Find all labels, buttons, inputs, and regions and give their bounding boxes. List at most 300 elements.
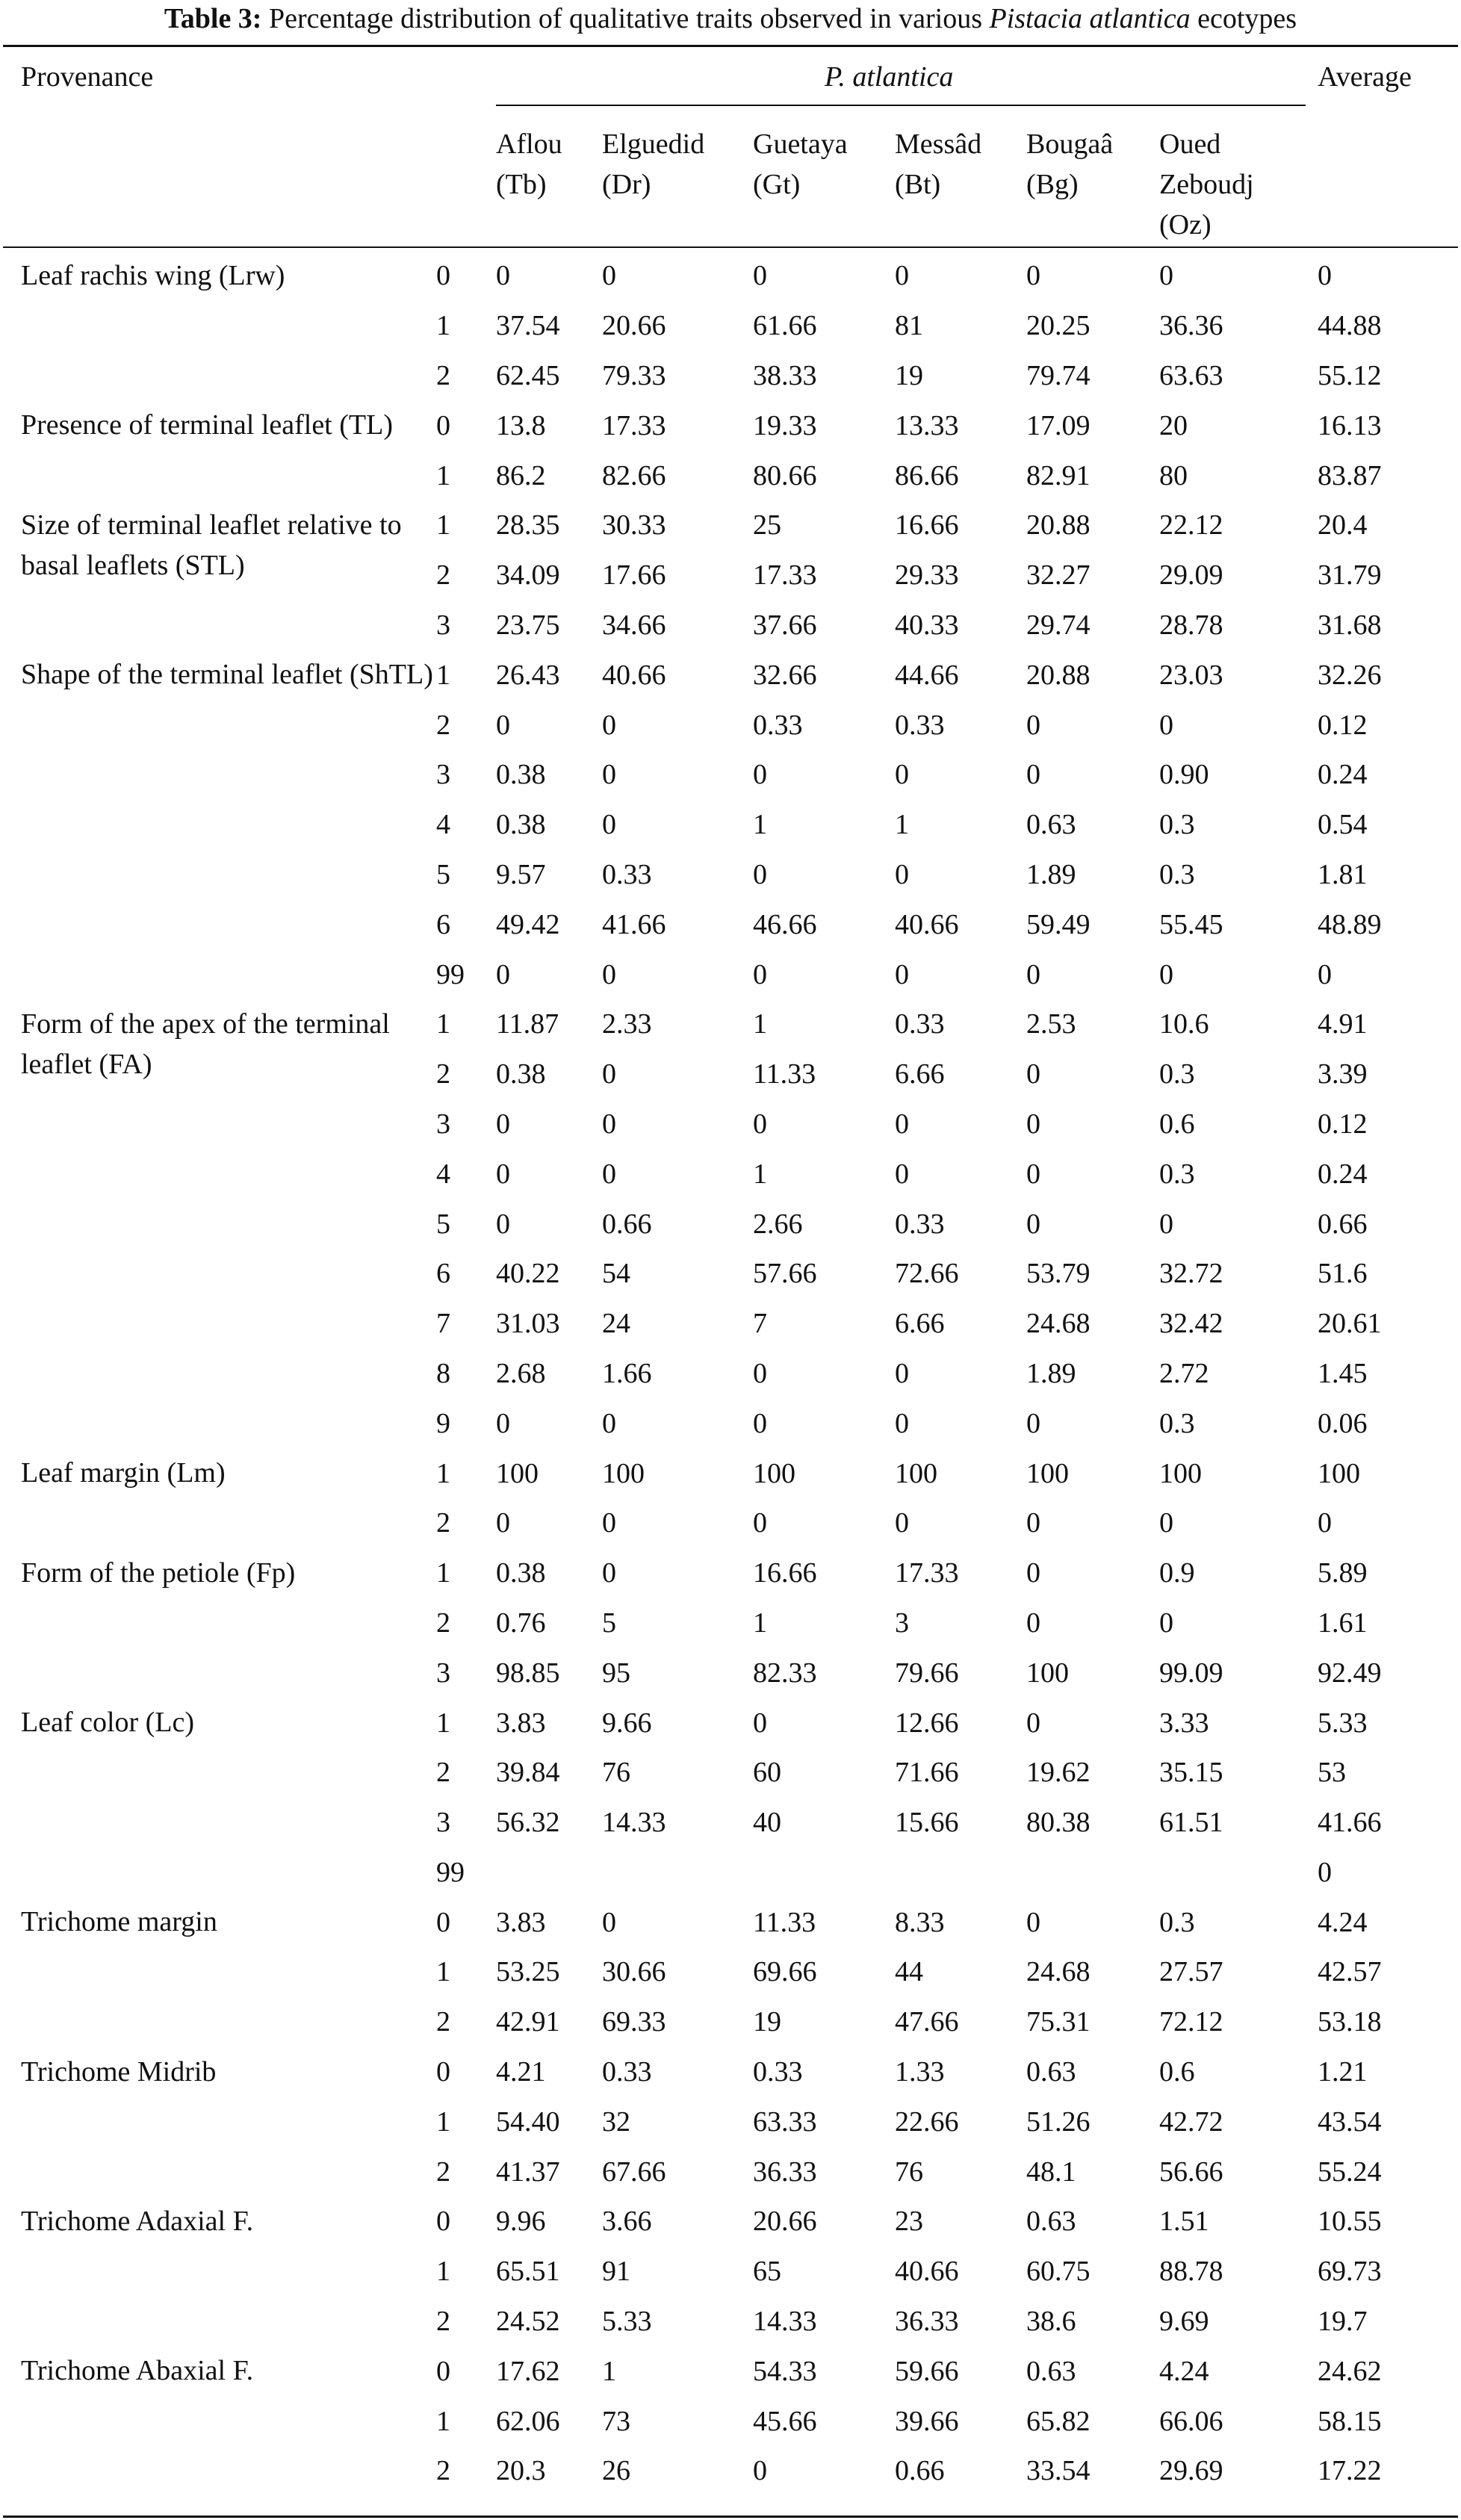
value-cell: 16.66 xyxy=(895,509,959,541)
average-cell: 58.15 xyxy=(1318,2405,1382,2437)
value-cell: 76 xyxy=(895,2156,923,2188)
value-cell: 0 xyxy=(753,1357,767,1389)
value-cell: 48.1 xyxy=(1026,2156,1076,2188)
caption-label: Table 3: xyxy=(164,3,262,34)
value-cell: 37.54 xyxy=(496,310,560,342)
value-cell: 19.62 xyxy=(1026,1757,1091,1789)
value-cell: 69.66 xyxy=(753,1956,817,1988)
table-row xyxy=(3,1897,1458,1947)
value-cell: 69.33 xyxy=(602,2006,666,2038)
score-cell: 1 xyxy=(436,659,450,691)
bottom-rule xyxy=(3,2516,1458,2518)
value-cell: 0.38 xyxy=(496,759,546,791)
value-cell: 59.66 xyxy=(895,2355,959,2387)
average-cell: 24.62 xyxy=(1318,2355,1382,2387)
score-cell: 3 xyxy=(436,1807,450,1839)
value-cell: 1 xyxy=(753,1607,767,1639)
value-cell: 0.9 xyxy=(1159,1557,1195,1589)
value-cell: 36.33 xyxy=(753,2156,817,2188)
value-cell: 80.66 xyxy=(753,459,817,491)
value-cell: 72.66 xyxy=(895,1258,959,1290)
value-cell: 39.84 xyxy=(496,1757,560,1789)
value-cell: 9.96 xyxy=(496,2206,546,2238)
value-cell: 29.74 xyxy=(1026,609,1091,641)
trait-name: Size of terminal leaflet relative to basal leaflets (STL) xyxy=(21,509,402,581)
value-cell: 19 xyxy=(753,2006,781,2038)
score-cell: 2 xyxy=(436,2455,450,2487)
column-header-guetaya: Guetaya (Gt) xyxy=(753,128,848,200)
score-cell: 3 xyxy=(436,1657,450,1689)
value-cell: 23 xyxy=(895,2206,923,2238)
average-cell: 92.49 xyxy=(1318,1657,1382,1689)
value-cell: 0.66 xyxy=(895,2455,945,2487)
value-cell: 100 xyxy=(895,1457,937,1489)
value-cell: 0.66 xyxy=(602,1208,652,1240)
value-cell: 0 xyxy=(895,958,909,990)
value-cell: 38.6 xyxy=(1026,2306,1076,2338)
value-cell: 0.38 xyxy=(496,1557,546,1589)
value-cell: 100 xyxy=(496,1457,539,1489)
value-cell: 76 xyxy=(602,1757,630,1789)
score-cell: 99 xyxy=(436,958,465,990)
value-cell: 17.09 xyxy=(1026,409,1091,441)
value-cell: 56.66 xyxy=(1159,2156,1223,2188)
value-cell: 31.03 xyxy=(496,1308,560,1340)
value-cell: 20.3 xyxy=(496,2455,546,2487)
value-cell: 61.66 xyxy=(753,310,817,342)
value-cell: 0 xyxy=(895,1507,909,1539)
value-cell: 45.66 xyxy=(753,2405,817,2437)
average-cell: 4.24 xyxy=(1318,1906,1368,1938)
score-cell: 4 xyxy=(436,809,450,841)
trait-name: Form of the petiole (Fp) xyxy=(21,1557,296,1589)
value-cell: 24 xyxy=(602,1308,630,1340)
value-cell: 0 xyxy=(1026,1707,1040,1739)
score-cell: 2 xyxy=(436,1058,450,1090)
value-cell: 86.2 xyxy=(496,459,546,491)
value-cell: 0 xyxy=(753,759,767,791)
value-cell: 11.33 xyxy=(753,1058,816,1090)
value-cell: 0 xyxy=(753,958,767,990)
score-cell: 2 xyxy=(436,1507,450,1539)
value-cell: 24.68 xyxy=(1026,1956,1091,1988)
value-cell: 98.85 xyxy=(496,1657,560,1689)
value-cell: 9.57 xyxy=(496,858,546,890)
average-cell: 20.4 xyxy=(1318,509,1368,541)
value-cell: 1 xyxy=(753,1158,767,1190)
value-cell: 0.3 xyxy=(1159,1058,1195,1090)
value-cell: 100 xyxy=(1159,1457,1202,1489)
score-cell: 1 xyxy=(436,1557,450,1589)
value-cell: 73 xyxy=(602,2405,630,2437)
value-cell: 39.66 xyxy=(895,2405,959,2437)
score-cell: 2 xyxy=(436,1757,450,1789)
value-cell: 0 xyxy=(1159,260,1173,292)
value-cell: 0.76 xyxy=(496,1607,546,1639)
value-cell: 16.66 xyxy=(753,1557,817,1589)
table-row xyxy=(3,1448,1458,1498)
score-cell: 0 xyxy=(436,260,450,292)
average-cell: 0 xyxy=(1318,1856,1332,1888)
average-cell: 1.61 xyxy=(1318,1607,1368,1639)
score-cell: 99 xyxy=(436,1856,465,1888)
value-cell: 0 xyxy=(602,260,616,292)
value-cell: 24.52 xyxy=(496,2306,560,2338)
average-cell: 55.24 xyxy=(1318,2156,1382,2188)
value-cell: 13.33 xyxy=(895,409,959,441)
value-cell: 0 xyxy=(895,1158,909,1190)
value-cell: 0 xyxy=(1159,709,1173,741)
trait-table xyxy=(3,251,1458,2496)
value-cell: 5.33 xyxy=(602,2306,652,2338)
value-cell: 80 xyxy=(1159,459,1188,491)
value-cell: 28.35 xyxy=(496,509,560,541)
value-cell: 36.36 xyxy=(1159,310,1223,342)
value-cell: 0 xyxy=(602,809,616,841)
value-cell: 1.33 xyxy=(895,2056,945,2088)
value-cell: 62.45 xyxy=(496,359,560,391)
value-cell: 7 xyxy=(753,1308,767,1340)
value-cell: 3.83 xyxy=(496,1906,546,1938)
average-cell: 0.24 xyxy=(1318,759,1368,791)
average-cell: 0.66 xyxy=(1318,1208,1368,1240)
caption-species: Pistacia atlantica xyxy=(989,3,1191,34)
average-cell: 0.12 xyxy=(1318,709,1368,741)
value-cell: 0 xyxy=(496,260,510,292)
average-cell: 1.21 xyxy=(1318,2056,1368,2088)
value-cell: 0.63 xyxy=(1026,809,1076,841)
value-cell: 2.66 xyxy=(753,1208,803,1240)
average-cell: 0.06 xyxy=(1318,1407,1368,1439)
value-cell: 3 xyxy=(895,1607,909,1639)
average-cell: 53.18 xyxy=(1318,2006,1382,2038)
score-cell: 1 xyxy=(436,2105,450,2138)
value-cell: 32.66 xyxy=(753,659,817,691)
value-cell: 0 xyxy=(602,958,616,990)
value-cell: 0 xyxy=(1026,260,1040,292)
value-cell: 1.51 xyxy=(1159,2206,1209,2238)
value-cell: 55.45 xyxy=(1159,908,1223,940)
value-cell: 42.91 xyxy=(496,2006,560,2038)
value-cell: 1.66 xyxy=(602,1357,652,1389)
score-cell: 1 xyxy=(436,459,450,491)
value-cell: 19.33 xyxy=(753,409,817,441)
value-cell: 0 xyxy=(1026,1158,1040,1190)
value-cell: 0 xyxy=(1026,709,1040,741)
trait-name: Shape of the terminal leaflet (ShTL) xyxy=(21,659,433,691)
value-cell: 0 xyxy=(1026,1607,1040,1639)
value-cell: 0 xyxy=(496,1407,510,1439)
value-cell: 82.66 xyxy=(602,459,666,491)
table-row xyxy=(3,1548,1458,1598)
score-cell: 0 xyxy=(436,1906,450,1938)
value-cell: 82.33 xyxy=(753,1657,817,1689)
value-cell: 0 xyxy=(496,1507,510,1539)
score-cell: 0 xyxy=(436,2206,450,2238)
value-cell: 0 xyxy=(496,1208,510,1240)
value-cell: 0.3 xyxy=(1159,1407,1195,1439)
column-header-messad: Messâd (Bt) xyxy=(895,128,982,200)
trait-name: Leaf rachis wing (Lrw) xyxy=(21,260,285,291)
average-cell: 5.33 xyxy=(1318,1707,1368,1739)
value-cell: 65.51 xyxy=(496,2256,560,2288)
value-cell: 17.33 xyxy=(895,1557,959,1589)
value-cell: 0.3 xyxy=(1159,1906,1195,1938)
value-cell xyxy=(895,1848,1026,1898)
value-cell: 26 xyxy=(602,2455,630,2487)
average-cell: 0 xyxy=(1318,1507,1332,1539)
group-header: P. atlantica xyxy=(825,61,954,93)
value-cell: 66.06 xyxy=(1159,2405,1223,2437)
value-cell: 2.68 xyxy=(496,1357,546,1389)
average-cell: 0 xyxy=(1318,260,1332,292)
value-cell: 54.40 xyxy=(496,2105,560,2138)
value-cell: 0.3 xyxy=(1159,858,1195,890)
value-cell: 0 xyxy=(602,1158,616,1190)
value-cell: 20.66 xyxy=(602,310,666,342)
value-cell: 3.33 xyxy=(1159,1707,1209,1739)
trait-name: Trichome Adaxial F. xyxy=(21,2206,254,2238)
value-cell: 20.88 xyxy=(1026,659,1091,691)
caption-text-end: ecotypes xyxy=(1197,3,1297,34)
score-cell: 2 xyxy=(436,359,450,391)
value-cell: 0 xyxy=(753,260,767,292)
value-cell: 0 xyxy=(602,1507,616,1539)
average-cell: 42.57 xyxy=(1318,1956,1382,1988)
value-cell: 0.38 xyxy=(496,1058,546,1090)
value-cell: 37.66 xyxy=(753,609,817,641)
value-cell: 100 xyxy=(1026,1457,1069,1489)
value-cell: 0.38 xyxy=(496,809,546,841)
value-cell xyxy=(602,1848,753,1898)
value-cell: 0 xyxy=(753,2455,767,2487)
average-cell: 1.81 xyxy=(1318,858,1368,890)
value-cell: 0 xyxy=(895,858,909,890)
trait-name: Trichome Abaxial F. xyxy=(21,2355,254,2387)
value-cell: 0 xyxy=(1159,1607,1173,1639)
group-rule xyxy=(496,105,1306,106)
average-cell: 48.89 xyxy=(1318,908,1382,940)
value-cell: 0 xyxy=(1026,1058,1040,1090)
value-cell: 29.69 xyxy=(1159,2455,1223,2487)
value-cell: 80.38 xyxy=(1026,1807,1091,1839)
table-row xyxy=(3,251,1458,301)
value-cell: 0 xyxy=(602,1108,616,1140)
score-cell: 1 xyxy=(436,1457,450,1489)
trait-name: Leaf margin (Lm) xyxy=(21,1457,226,1489)
value-cell: 9.66 xyxy=(602,1707,652,1739)
value-cell: 32 xyxy=(602,2105,630,2138)
value-cell: 22.66 xyxy=(895,2105,959,2138)
value-cell: 23.03 xyxy=(1159,659,1223,691)
value-cell: 0 xyxy=(602,1557,616,1589)
average-cell: 31.68 xyxy=(1318,609,1382,641)
score-cell: 1 xyxy=(436,1956,450,1988)
value-cell: 0.3 xyxy=(1159,1158,1195,1190)
value-cell: 11.33 xyxy=(753,1906,816,1938)
table-row xyxy=(3,400,1458,450)
value-cell: 34.66 xyxy=(602,609,666,641)
value-cell: 46.66 xyxy=(753,908,817,940)
trait-name: Presence of terminal leaflet (TL) xyxy=(21,409,393,441)
value-cell: 0 xyxy=(496,1108,510,1140)
value-cell: 32.27 xyxy=(1026,559,1091,592)
value-cell: 0.33 xyxy=(753,709,803,741)
value-cell: 2.53 xyxy=(1026,1008,1076,1040)
table-row xyxy=(3,1698,1458,1748)
value-cell: 95 xyxy=(602,1657,630,1689)
value-cell: 1.89 xyxy=(1026,858,1076,890)
value-cell: 0 xyxy=(602,759,616,791)
score-cell: 2 xyxy=(436,2156,450,2188)
value-cell: 1 xyxy=(753,809,767,841)
average-cell: 1.45 xyxy=(1318,1357,1368,1389)
value-cell: 62.06 xyxy=(496,2405,560,2437)
value-cell: 20.25 xyxy=(1026,310,1091,342)
value-cell xyxy=(753,1848,895,1898)
value-cell: 0 xyxy=(753,1507,767,1539)
value-cell: 24.68 xyxy=(1026,1308,1091,1340)
provenance-header: Provenance xyxy=(21,61,154,93)
value-cell: 0 xyxy=(753,858,767,890)
value-cell: 20.66 xyxy=(753,2206,817,2238)
value-cell: 0 xyxy=(895,1357,909,1389)
average-cell: 5.89 xyxy=(1318,1557,1368,1589)
value-cell: 0.63 xyxy=(1026,2355,1076,2387)
value-cell: 33.54 xyxy=(1026,2455,1091,2487)
value-cell: 0 xyxy=(1159,958,1173,990)
average-cell: 100 xyxy=(1318,1457,1360,1489)
top-rule xyxy=(3,45,1458,47)
value-cell: 17.62 xyxy=(496,2355,560,2387)
value-cell: 0.33 xyxy=(753,2056,803,2088)
value-cell: 5 xyxy=(602,1607,616,1639)
value-cell: 86.66 xyxy=(895,459,959,491)
value-cell: 34.09 xyxy=(496,559,560,592)
value-cell: 28.78 xyxy=(1159,609,1223,641)
value-cell: 0.90 xyxy=(1159,759,1209,791)
value-cell: 0.33 xyxy=(895,1008,945,1040)
score-cell: 1 xyxy=(436,1707,450,1739)
score-cell: 6 xyxy=(436,1258,450,1290)
value-cell: 0 xyxy=(1026,1208,1040,1240)
value-cell: 67.66 xyxy=(602,2156,666,2188)
average-cell: 53 xyxy=(1318,1757,1346,1789)
value-cell: 79.33 xyxy=(602,359,666,391)
value-cell: 25 xyxy=(753,509,781,541)
value-cell: 20 xyxy=(1159,409,1188,441)
value-cell: 75.31 xyxy=(1026,2006,1091,2038)
value-cell: 51.26 xyxy=(1026,2105,1091,2138)
value-cell: 57.66 xyxy=(753,1258,817,1290)
average-cell: 31.79 xyxy=(1318,559,1382,592)
value-cell: 32.42 xyxy=(1159,1308,1223,1340)
trait-name: Leaf color (Lc) xyxy=(21,1707,195,1739)
value-cell: 0 xyxy=(1026,1557,1040,1589)
value-cell xyxy=(1026,1848,1159,1898)
average-cell: 69.73 xyxy=(1318,2256,1382,2288)
trait-name: Trichome margin xyxy=(21,1906,217,1938)
value-cell: 20.88 xyxy=(1026,509,1091,541)
score-cell: 8 xyxy=(436,1357,450,1389)
value-cell: 1 xyxy=(753,1008,767,1040)
value-cell: 0 xyxy=(1159,1507,1173,1539)
table-row xyxy=(3,999,1458,1049)
value-cell: 29.09 xyxy=(1159,559,1223,592)
average-cell: 32.26 xyxy=(1318,659,1382,691)
value-cell: 13.8 xyxy=(496,409,546,441)
score-cell: 7 xyxy=(436,1308,450,1340)
value-cell: 0 xyxy=(895,1108,909,1140)
value-cell: 19 xyxy=(895,359,923,391)
value-cell: 72.12 xyxy=(1159,2006,1223,2038)
table-row xyxy=(3,500,1458,550)
average-cell: 51.6 xyxy=(1318,1258,1368,1290)
value-cell: 0 xyxy=(1026,958,1040,990)
value-cell: 0 xyxy=(753,1407,767,1439)
score-cell: 0 xyxy=(436,409,450,441)
value-cell: 0 xyxy=(1026,1906,1040,1938)
value-cell: 36.33 xyxy=(895,2306,959,2338)
value-cell: 0 xyxy=(1159,1208,1173,1240)
value-cell: 81 xyxy=(895,310,923,342)
value-cell: 61.51 xyxy=(1159,1807,1223,1839)
trait-name: Trichome Midrib xyxy=(21,2055,217,2088)
value-cell: 0 xyxy=(753,1108,767,1140)
value-cell: 0 xyxy=(602,1058,616,1090)
value-cell: 0 xyxy=(753,1707,767,1739)
value-cell xyxy=(1159,1848,1318,1898)
score-cell: 1 xyxy=(436,2256,450,2288)
value-cell: 0 xyxy=(496,1158,510,1190)
average-cell: 83.87 xyxy=(1318,459,1382,491)
value-cell: 65 xyxy=(753,2256,781,2288)
value-cell: 4.21 xyxy=(496,2056,546,2088)
score-cell: 1 xyxy=(436,2405,450,2437)
value-cell: 0 xyxy=(895,260,909,292)
value-cell xyxy=(496,1848,602,1898)
value-cell: 0 xyxy=(1026,759,1040,791)
value-cell: 40.22 xyxy=(496,1258,560,1290)
value-cell: 63.33 xyxy=(753,2105,817,2138)
value-cell: 0 xyxy=(895,759,909,791)
value-cell: 54.33 xyxy=(753,2355,817,2387)
value-cell: 35.15 xyxy=(1159,1757,1223,1789)
value-cell: 17.33 xyxy=(602,409,666,441)
value-cell: 100 xyxy=(602,1457,645,1489)
value-cell: 3.66 xyxy=(602,2206,652,2238)
average-cell: 17.22 xyxy=(1318,2455,1382,2487)
score-cell: 0 xyxy=(436,2056,450,2088)
value-cell: 56.32 xyxy=(496,1807,560,1839)
value-cell: 41.37 xyxy=(496,2156,560,2188)
value-cell: 2.72 xyxy=(1159,1357,1209,1389)
value-cell: 91 xyxy=(602,2256,630,2288)
table-caption xyxy=(0,0,1461,42)
value-cell: 3.83 xyxy=(496,1707,546,1739)
value-cell: 29.33 xyxy=(895,559,959,592)
value-cell: 40.66 xyxy=(895,2256,959,2288)
value-cell: 41.66 xyxy=(602,908,666,940)
value-cell: 1 xyxy=(895,809,909,841)
average-cell: 20.61 xyxy=(1318,1308,1382,1340)
average-cell: 10.55 xyxy=(1318,2206,1382,2238)
value-cell: 0 xyxy=(496,958,510,990)
value-cell: 10.6 xyxy=(1159,1008,1209,1040)
table-row xyxy=(3,2197,1458,2247)
value-cell: 40.66 xyxy=(602,659,666,691)
value-cell: 0.6 xyxy=(1159,1108,1195,1140)
